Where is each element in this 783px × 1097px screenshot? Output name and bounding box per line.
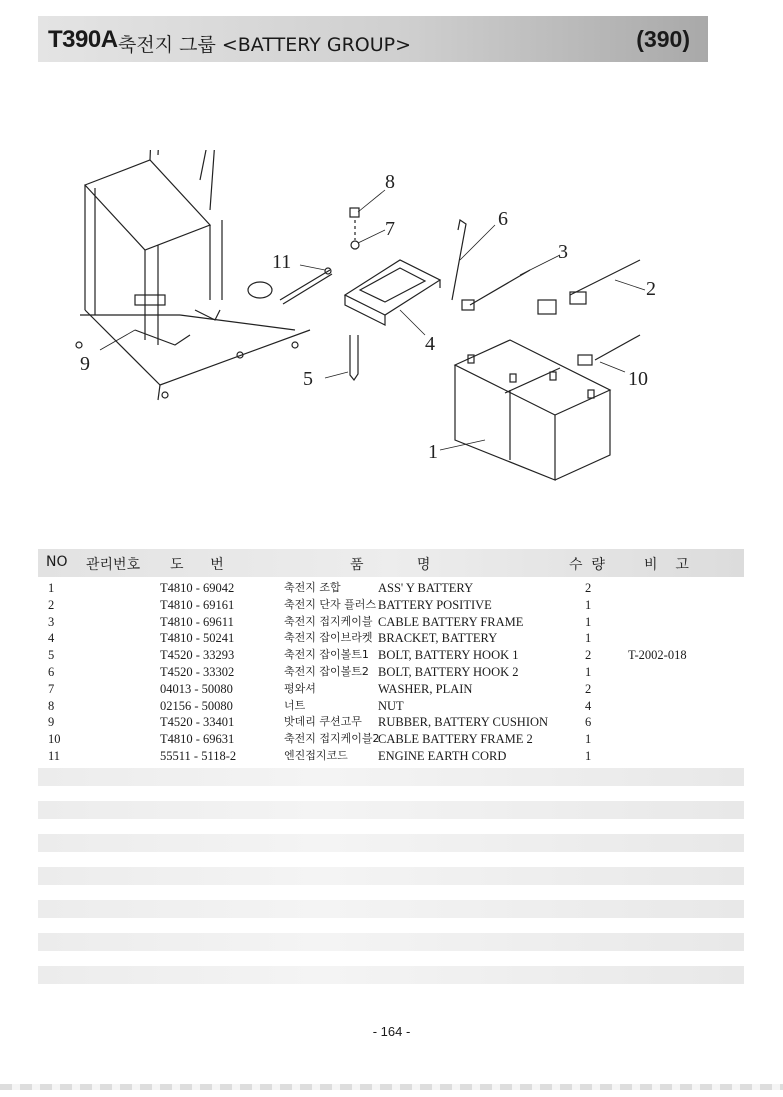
- empty-table-band: [38, 867, 744, 885]
- cell-qty: 1: [585, 748, 592, 763]
- table-row: [38, 597, 744, 614]
- table-row: [38, 681, 744, 698]
- table-row: [38, 664, 744, 681]
- header-remark: 비 고: [644, 557, 689, 573]
- table-row: [38, 647, 744, 664]
- cell-english-name: ASS' Y BATTERY: [378, 581, 474, 595]
- callout-label: 4: [425, 333, 435, 355]
- parts-table-header: [38, 549, 744, 577]
- header-qty: 수 량: [569, 557, 605, 573]
- cell-no: 9: [48, 715, 55, 730]
- table-row: [38, 748, 744, 765]
- cell-korean-name: 너트: [284, 698, 306, 712]
- cell-no: 4: [48, 631, 55, 646]
- cell-korean-name: 축전지 잡이브라켓: [284, 631, 373, 645]
- cell-qty: 2: [585, 681, 592, 696]
- earth-cord-drawing: [280, 268, 332, 304]
- header-no: NO: [46, 554, 68, 570]
- cell-qty: 1: [585, 614, 592, 629]
- empty-table-band: [38, 768, 744, 786]
- cell-no: 11: [48, 748, 61, 763]
- cell-english-name: WASHER, PLAIN: [378, 681, 473, 696]
- cell-no: 5: [48, 648, 55, 663]
- cell-no: 8: [48, 698, 55, 713]
- cell-english-name: ENGINE EARTH CORD: [378, 748, 507, 763]
- table-row: [38, 614, 744, 631]
- header-mgmt: 관리번호: [86, 557, 141, 573]
- callout-label: 2: [646, 278, 656, 300]
- table-row: [38, 698, 744, 715]
- cell-no: 2: [48, 597, 55, 612]
- callout-label: 8: [385, 171, 395, 193]
- cell-english-name: NUT: [378, 698, 404, 713]
- cell-qty: 2: [585, 648, 592, 663]
- cell-english-name: BOLT, BATTERY HOOK 1: [378, 648, 519, 663]
- empty-table-band: [38, 900, 744, 918]
- cell-no: 3: [48, 614, 55, 629]
- header-name: 품 명: [350, 557, 431, 573]
- callout-label: 6: [498, 208, 508, 230]
- group-code: (390): [636, 26, 690, 52]
- table-row: [38, 714, 744, 731]
- cell-part-number: T4810 - 69042: [160, 581, 235, 595]
- cell-qty: 6: [585, 715, 592, 730]
- cell-part-number: T4810 - 50241: [160, 631, 235, 646]
- cell-english-name: BRACKET, BATTERY: [378, 631, 498, 646]
- cell-english-name: CABLE BATTERY FRAME 2: [378, 732, 533, 747]
- cell-korean-name: 축전지 단자 플러스: [284, 597, 377, 611]
- cell-part-number: 04013 - 50080: [160, 681, 233, 696]
- battery-drawing: [455, 340, 610, 480]
- table-row: [38, 731, 744, 748]
- header-drawing: 도 번: [170, 557, 224, 573]
- cell-part-number: T4810 - 69631: [160, 732, 235, 747]
- cell-part-number: T4520 - 33401: [160, 715, 235, 730]
- cell-english-name: CABLE BATTERY FRAME: [378, 614, 524, 629]
- cell-korean-name: 축전지 잡이볼트2: [284, 664, 369, 678]
- cell-korean-name: 평와셔: [284, 681, 316, 695]
- empty-table-band: [38, 933, 744, 951]
- scan-edge-strip: [0, 1084, 783, 1090]
- table-row: [38, 630, 744, 647]
- cell-no: 7: [48, 681, 55, 696]
- page-number: - 164 -: [372, 1024, 411, 1039]
- cell-no: 1: [48, 581, 55, 595]
- cell-qty: 1: [585, 664, 592, 679]
- cell-korean-name: 축전지 접지케이블: [284, 614, 373, 628]
- cell-part-number: T4810 - 69611: [160, 614, 234, 629]
- empty-table-band: [38, 966, 744, 984]
- callout-label: 11: [272, 251, 292, 273]
- cell-qty: 1: [585, 597, 592, 612]
- cell-part-number: 55511 - 5118-2: [160, 748, 237, 763]
- callout-label: 5: [303, 368, 313, 390]
- callout-label: 9: [80, 353, 90, 375]
- cell-qty: 1: [585, 631, 592, 646]
- cell-korean-name: 축전지 조합: [284, 581, 341, 594]
- cell-qty: 4: [585, 698, 592, 713]
- callout-label: 3: [558, 241, 568, 263]
- empty-table-band: [38, 834, 744, 852]
- cell-part-number: T4520 - 33302: [160, 664, 235, 679]
- cell-no: 6: [48, 664, 55, 679]
- callout-label: 1: [428, 441, 438, 463]
- battery-frame-drawing: [76, 150, 310, 400]
- bracket-drawing: [345, 260, 440, 325]
- callout-label: 7: [385, 218, 395, 240]
- cell-korean-name: 엔진접지코드: [284, 748, 348, 762]
- page-header: [38, 16, 708, 62]
- cell-korean-name: 밧데리 쿠션고무: [284, 715, 362, 729]
- exploded-parts-diagram: [40, 150, 720, 510]
- empty-table-band: [38, 801, 744, 819]
- cell-korean-name: 축전지 잡이볼트1: [284, 648, 369, 662]
- cell-part-number: 02156 - 50080: [160, 698, 233, 713]
- cell-english-name: BOLT, BATTERY HOOK 2: [378, 664, 519, 679]
- table-row: [38, 580, 744, 597]
- cell-korean-name: 축전지 접지케이블2: [284, 732, 380, 746]
- model-code: T390A: [48, 26, 118, 53]
- cell-part-number: T4520 - 33293: [160, 648, 235, 663]
- cell-remark: T-2002-018: [628, 648, 687, 663]
- cell-qty: 2: [585, 581, 592, 595]
- parts-table: [38, 580, 744, 765]
- cell-qty: 1: [585, 732, 592, 747]
- cell-english-name: RUBBER, BATTERY CUSHION: [378, 715, 549, 730]
- cell-no: 10: [48, 732, 61, 747]
- callout-label: 10: [628, 368, 648, 390]
- cell-part-number: T4810 - 69161: [160, 597, 235, 612]
- cell-english-name: BATTERY POSITIVE: [378, 597, 492, 612]
- group-title: 축전지 그룹 <BATTERY GROUP>: [118, 34, 412, 56]
